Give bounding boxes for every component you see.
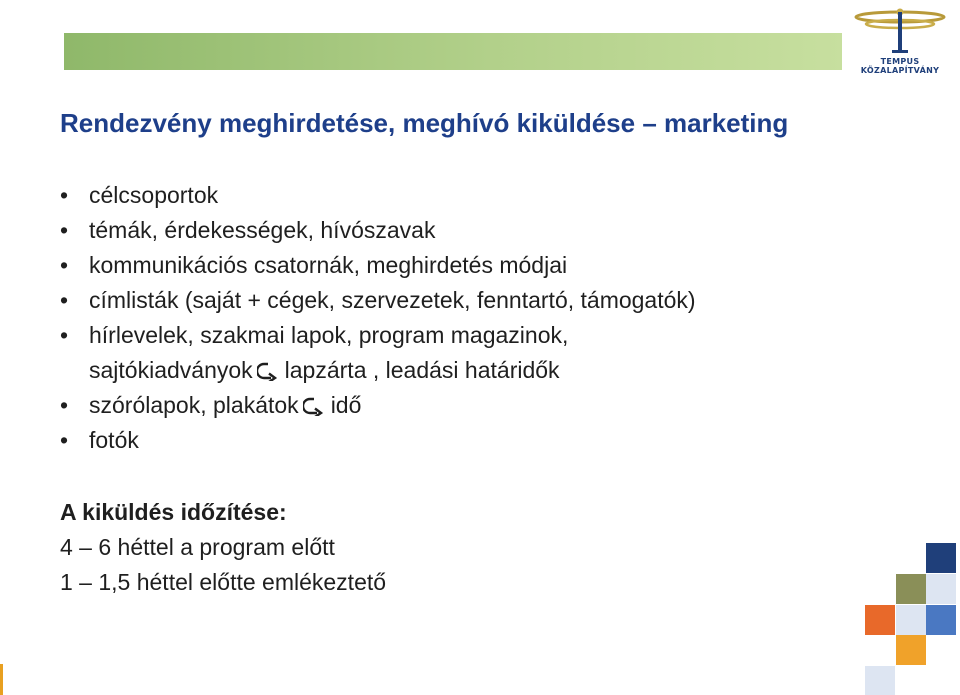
timing-line: 4 – 6 héttel a program előtt bbox=[60, 534, 335, 560]
list-item: • címlisták (saját + cégek, szervezetek, fenntartó, támogatók) bbox=[60, 283, 696, 318]
decor-square-orange bbox=[865, 605, 895, 635]
list-item bbox=[60, 318, 696, 388]
decor-square-navy bbox=[926, 543, 956, 573]
decor-square-olive bbox=[896, 574, 926, 604]
list-item-line: • hírlevelek, szakmai lapok, program magazinok, bbox=[89, 322, 569, 348]
list-item-text: lapzárta , leadási határidők bbox=[284, 357, 560, 383]
timing-heading: A kiküldés időzítése: bbox=[60, 499, 287, 525]
bullet-list bbox=[60, 178, 696, 458]
decor-square-light bbox=[926, 574, 956, 604]
logo-emblem-icon bbox=[848, 4, 952, 58]
list-item: • célcsoportok bbox=[60, 178, 696, 213]
list-item-text: idő bbox=[330, 392, 362, 418]
list-item-text: szórólapok, plakátok bbox=[89, 392, 299, 418]
list-item bbox=[60, 388, 696, 423]
list-item: • fotók bbox=[60, 423, 696, 458]
slide-title: Rendezvény meghirdetése, meghívó kiküldése – marketing bbox=[60, 108, 789, 138]
header-bar bbox=[64, 33, 842, 70]
timing-block bbox=[60, 495, 386, 600]
list-item-text: sajtókiadványok bbox=[89, 357, 253, 383]
list-item: • témák, érdekességek, hívószavak bbox=[60, 213, 696, 248]
curved-arrow-right-icon bbox=[257, 361, 279, 381]
decor-square-gold bbox=[896, 635, 926, 665]
list-item: • kommunikációs csatornák, meghirdetés módjai bbox=[60, 248, 696, 283]
decor-square-blue bbox=[926, 605, 956, 635]
decor-square-light bbox=[865, 666, 895, 695]
tempus-logo bbox=[848, 4, 952, 75]
list-item-line bbox=[89, 353, 696, 388]
logo-text: TEMPUS KÖZALAPÍTVÁNY bbox=[860, 57, 940, 75]
decor-square-light bbox=[896, 605, 926, 635]
timing-line: 1 – 1,5 héttel előtte emlékeztető bbox=[60, 569, 387, 595]
curved-arrow-right-icon bbox=[303, 396, 325, 416]
decor-edge-mark bbox=[0, 664, 3, 695]
